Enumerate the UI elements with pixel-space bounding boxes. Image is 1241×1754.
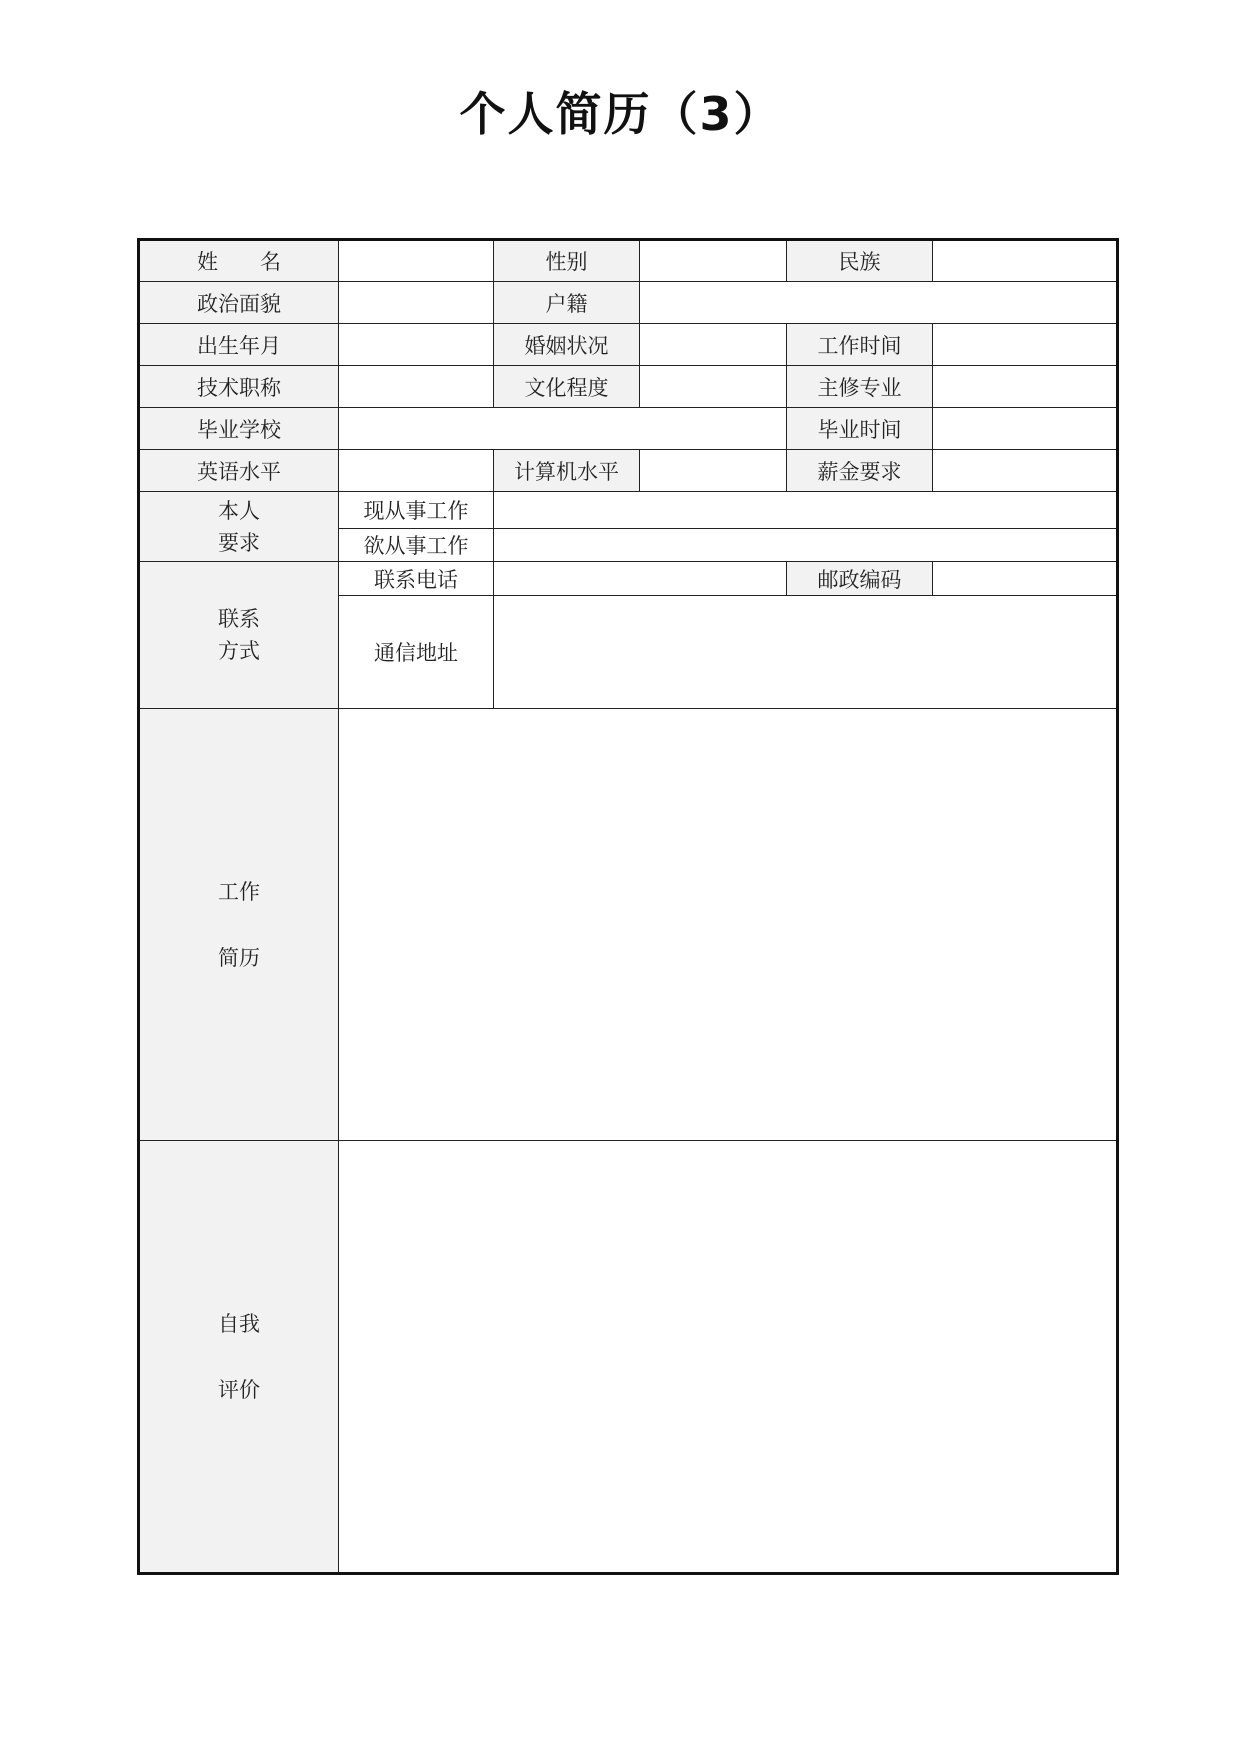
gender-label: 性别 — [494, 240, 640, 282]
major-label: 主修专业 — [787, 366, 933, 408]
english-level-field[interactable] — [339, 450, 494, 492]
postcode-label: 邮政编码 — [787, 562, 933, 596]
tech-title-label: 技术职称 — [139, 366, 339, 408]
salary-field[interactable] — [933, 450, 1118, 492]
tech-title-field[interactable] — [339, 366, 494, 408]
current-job-field[interactable] — [494, 492, 1118, 529]
gender-field[interactable] — [640, 240, 787, 282]
marital-status-field[interactable] — [640, 324, 787, 366]
phone-field[interactable] — [494, 562, 787, 596]
work-start-field[interactable] — [933, 324, 1118, 366]
work-history-field[interactable] — [339, 709, 1118, 1141]
graduation-time-label: 毕业时间 — [787, 408, 933, 450]
address-label: 通信地址 — [339, 596, 494, 709]
marital-status-label: 婚姻状况 — [494, 324, 640, 366]
address-field[interactable] — [494, 596, 1118, 709]
self-evaluation-label-line1: 自我 — [218, 1311, 260, 1336]
political-status-field[interactable] — [339, 282, 494, 324]
political-status-label: 政治面貌 — [139, 282, 339, 324]
name-label: 姓 名 — [139, 240, 339, 282]
self-evaluation-field[interactable] — [339, 1141, 1118, 1574]
contact-label-line2: 方式 — [218, 639, 260, 663]
school-label: 毕业学校 — [139, 408, 339, 450]
desired-job-label: 欲从事工作 — [339, 529, 494, 562]
self-evaluation-label-line2: 评价 — [218, 1377, 260, 1402]
graduation-time-field[interactable] — [933, 408, 1118, 450]
birth-date-label: 出生年月 — [139, 324, 339, 366]
ethnicity-field[interactable] — [933, 240, 1118, 282]
computer-level-field[interactable] — [640, 450, 787, 492]
name-field[interactable] — [339, 240, 494, 282]
page-title: 个人简历（3） — [459, 87, 782, 141]
resume-form — [137, 238, 1119, 1575]
requirements-label-line2: 要求 — [218, 530, 260, 555]
contact-label — [139, 562, 339, 709]
current-job-label: 现从事工作 — [339, 492, 494, 529]
hukou-field[interactable] — [640, 282, 1118, 324]
major-field[interactable] — [933, 366, 1118, 408]
work-history-label-line1: 工作 — [218, 879, 260, 904]
postcode-field[interactable] — [933, 562, 1118, 596]
requirements-label-line1: 本人 — [218, 498, 260, 523]
phone-label: 联系电话 — [339, 562, 494, 596]
work-history-label-line2: 简历 — [218, 945, 260, 970]
education-field[interactable] — [640, 366, 787, 408]
school-field[interactable] — [339, 408, 787, 450]
hukou-label: 户籍 — [494, 282, 640, 324]
work-history-label — [139, 709, 339, 1141]
salary-label: 薪金要求 — [787, 450, 933, 492]
self-evaluation-label — [139, 1141, 339, 1574]
english-level-label: 英语水平 — [139, 450, 339, 492]
requirements-label — [139, 492, 339, 562]
birth-date-field[interactable] — [339, 324, 494, 366]
work-start-label: 工作时间 — [787, 324, 933, 366]
desired-job-field[interactable] — [494, 529, 1118, 562]
contact-label-line1: 联系 — [218, 607, 260, 631]
ethnicity-label: 民族 — [787, 240, 933, 282]
education-label: 文化程度 — [494, 366, 640, 408]
computer-level-label: 计算机水平 — [494, 450, 640, 492]
